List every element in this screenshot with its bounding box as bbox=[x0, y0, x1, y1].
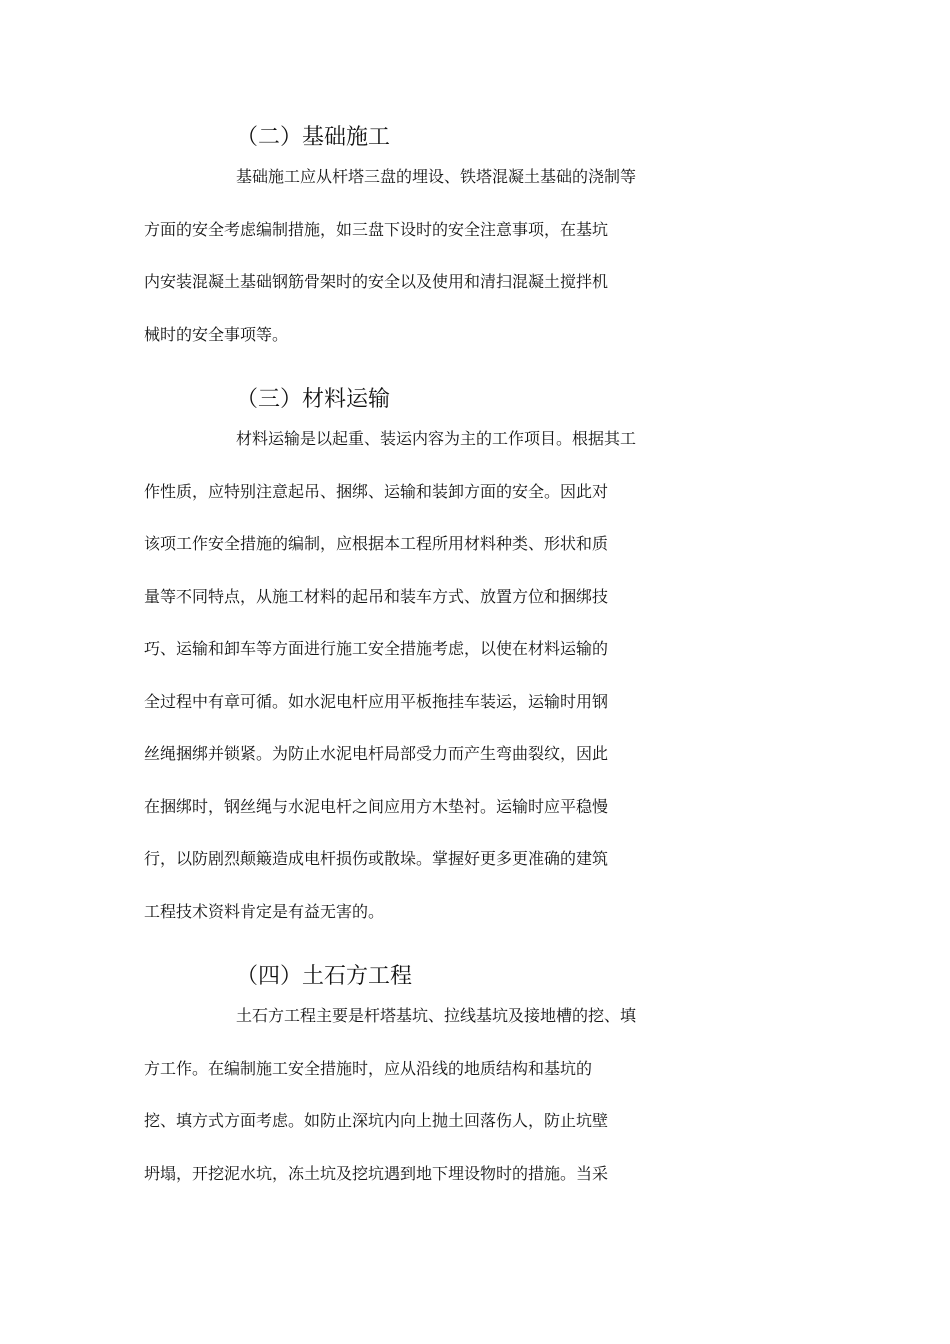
paragraph-line: 土石方工程主要是杆塔基坑、拉线基坑及接地槽的挖、填 bbox=[236, 1006, 637, 1025]
paragraph-line: 材料运输是以起重、装运内容为主的工作项目。根据其工 bbox=[236, 429, 637, 448]
document-body bbox=[144, 112, 796, 1213]
paragraph-line: 挖、填方式方面考虑。如防止深坑内向上抛土回落伤人，防止坑壁 bbox=[144, 1111, 609, 1130]
paragraph-line: 丝绳捆绑并锁紧。为防止水泥电杆局部受力而产生弯曲裂纹，因此 bbox=[144, 744, 609, 763]
paragraph-foundation bbox=[144, 164, 796, 374]
paragraph-line: 行，以防剧烈颠簸造成电杆损伤或散垛。掌握好更多更准确的建筑 bbox=[144, 849, 609, 868]
paragraph-line: 方面的安全考虑编制措施，如三盘下设时的安全注意事项，在基坑 bbox=[144, 219, 609, 239]
paragraph-line: 全过程中有章可循。如水泥电杆应用平板拖挂车装运，运输时用钢 bbox=[144, 691, 609, 711]
paragraph-line: 在捆绑时，钢丝绳与水泥电杆之间应用方木垫衬。运输时应平稳慢 bbox=[144, 796, 609, 816]
paragraph-material-transport bbox=[144, 426, 796, 951]
paragraph-line: 工程技术资料肯定是有益无害的。 bbox=[144, 901, 385, 921]
section-heading-earthwork: （四）土石方工程 bbox=[236, 964, 413, 989]
paragraph-line: 方工作。在编制施工安全措施时，应从沿线的地质结构和基坑的 bbox=[144, 1058, 593, 1078]
paragraph-line: 内安装混凝土基础钢筋骨架时的安全以及使用和清扫混凝土搅拌机 bbox=[144, 272, 609, 291]
paragraph-line: 坍塌，开挖泥水坑，冻土坑及挖坑遇到地下埋设物时的措施。当采 bbox=[144, 1163, 609, 1183]
paragraph-line: 基础施工应从杆塔三盘的埋设、铁塔混凝土基础的浇制等 bbox=[236, 167, 637, 186]
section-heading-foundation: （二）基础施工 bbox=[236, 125, 391, 150]
paragraph-line: 巧、运输和卸车等方面进行施工安全措施考虑，以使在材料运输的 bbox=[144, 639, 609, 658]
paragraph-earthwork bbox=[144, 1003, 796, 1213]
section-heading-material-transport: （三）材料运输 bbox=[236, 387, 391, 412]
paragraph-line: 械时的安全事项等。 bbox=[144, 324, 289, 344]
paragraph-line: 该项工作安全措施的编制，应根据本工程所用材料种类、形状和质 bbox=[144, 534, 609, 553]
paragraph-line: 作性质，应特别注意起吊、捆绑、运输和装卸方面的安全。因此对 bbox=[144, 481, 609, 501]
paragraph-line: 量等不同特点，从施工材料的起吊和装车方式、放置方位和捆绑技 bbox=[144, 586, 609, 606]
